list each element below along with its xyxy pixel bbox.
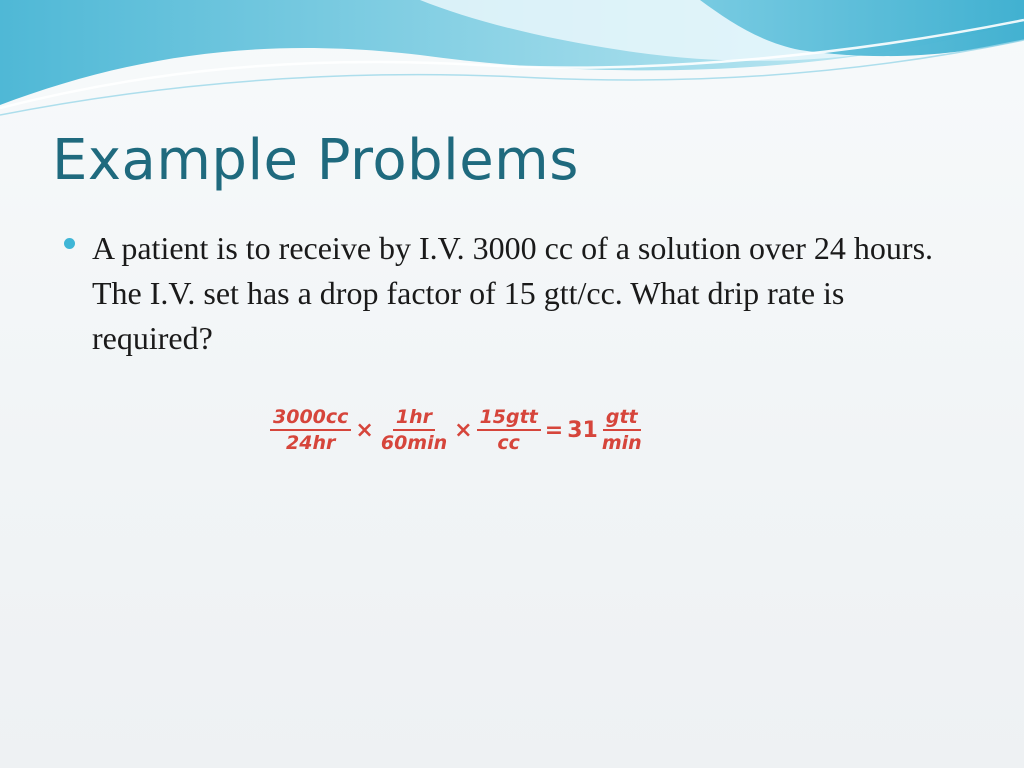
fraction-drop-factor (477, 405, 541, 455)
fraction-result-unit (599, 405, 645, 455)
fraction-denominator: 24hr (286, 432, 336, 454)
equals-sign: = (544, 417, 564, 443)
fraction-denominator: 60min (380, 432, 448, 454)
fraction-numerator: 15gtt (477, 405, 541, 431)
bullet-dot-icon (64, 238, 75, 249)
multiply-sign: × (454, 417, 473, 443)
fraction-numerator: gtt (603, 405, 641, 431)
header-wave-decoration (0, 0, 1024, 130)
fraction-numerator: 1hr (393, 405, 435, 431)
result-value: 31 (567, 417, 598, 443)
multiply-sign: × (355, 417, 374, 443)
bullet-text: A patient is to receive by I.V. 3000 cc of a solution over 24 hours. The I.V. set has a drop factor of 15 gtt/cc. What drip rate is required? (92, 230, 934, 356)
drip-rate-formula (270, 405, 645, 455)
fraction-volume-over-time (270, 405, 351, 455)
fraction-denominator: min (601, 432, 642, 454)
fraction-hour-to-minutes (378, 405, 450, 455)
fraction-denominator: cc (497, 432, 520, 454)
fraction-numerator: 3000cc (270, 405, 351, 431)
slide-title: Example Problems (52, 128, 579, 193)
